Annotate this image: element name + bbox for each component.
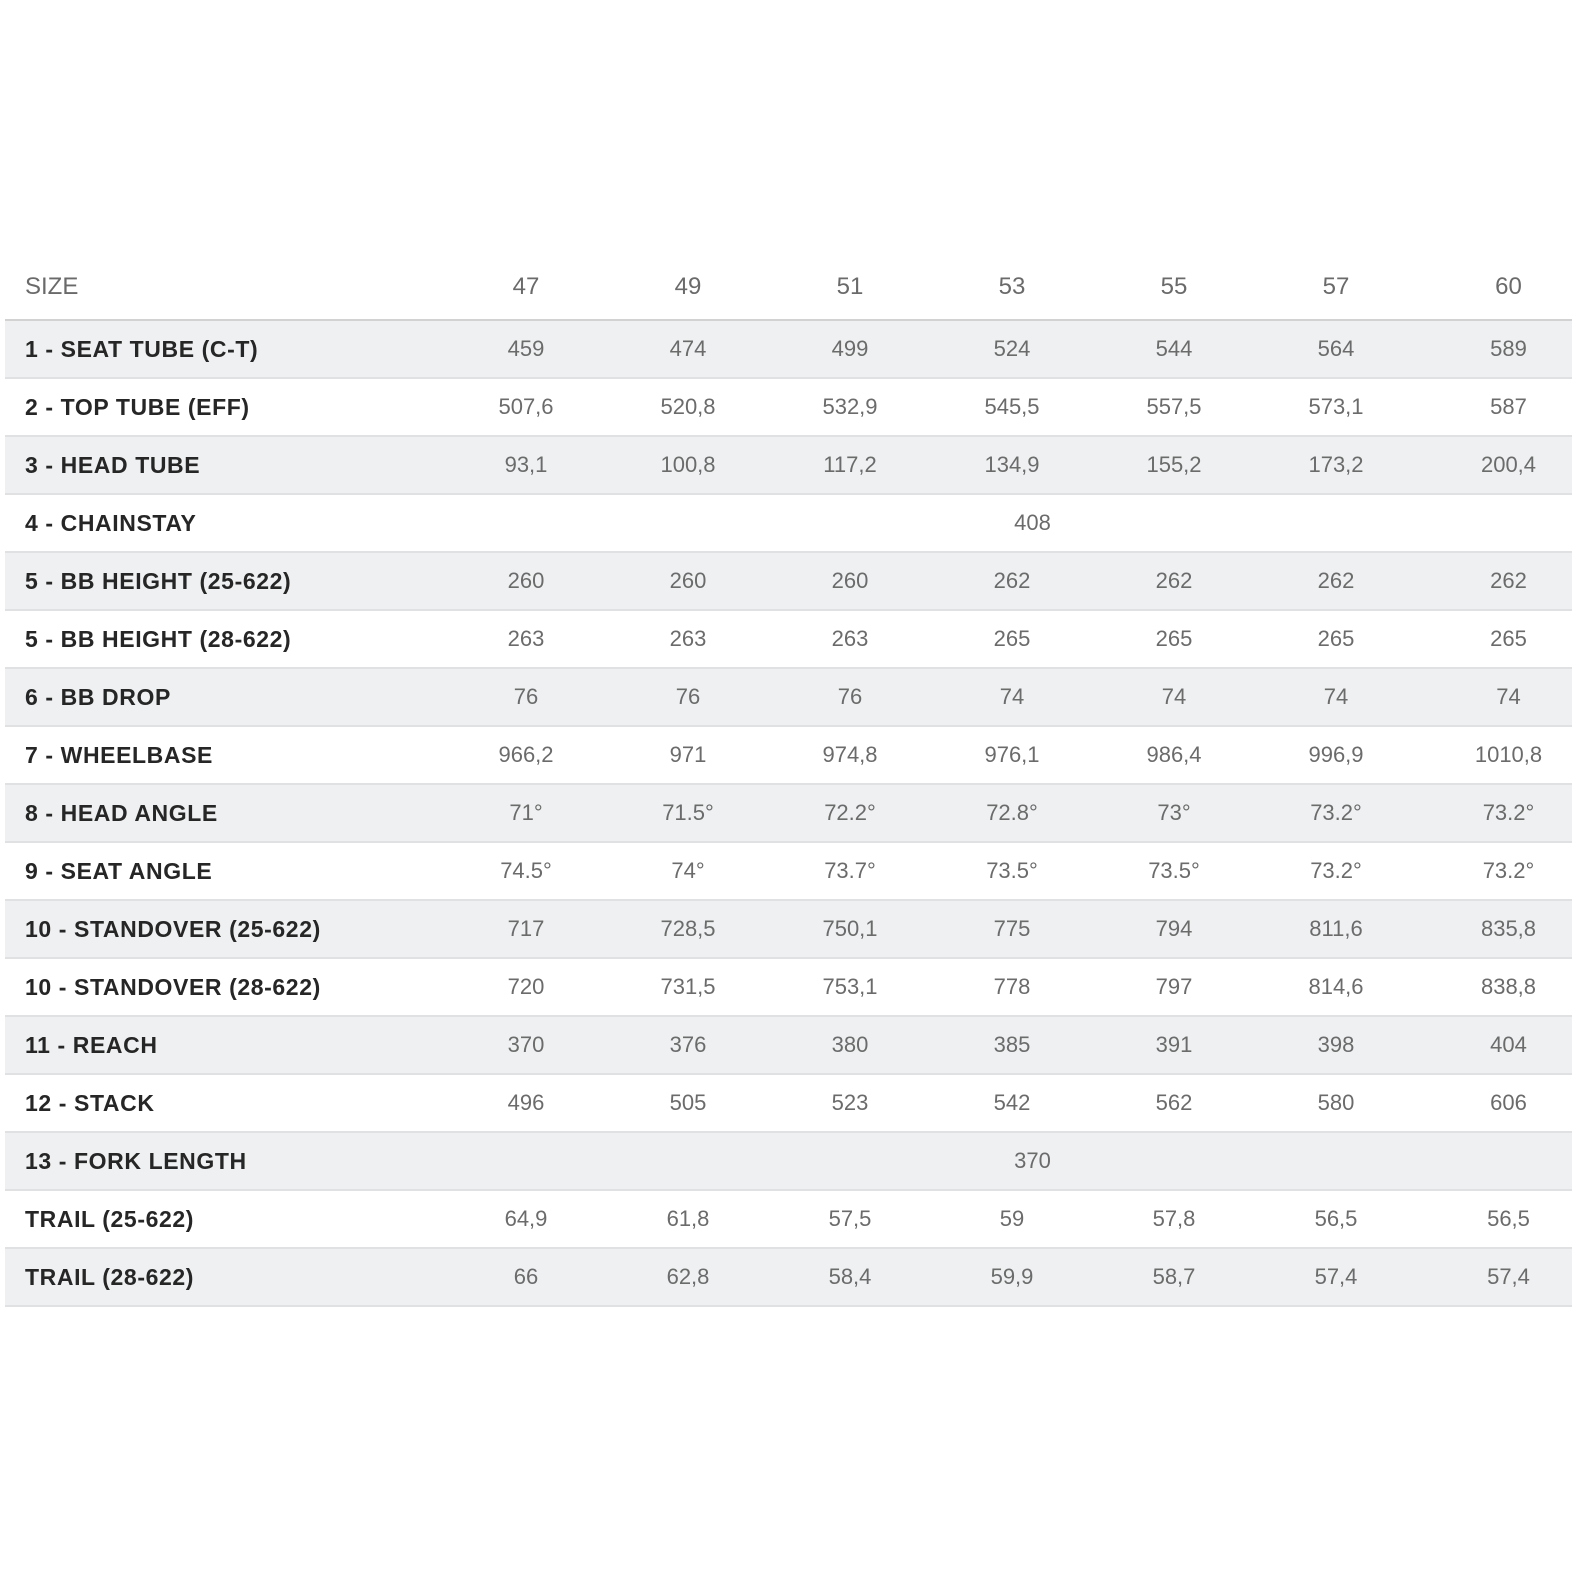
table-row bbox=[5, 320, 1572, 378]
table-cell: 73.2° bbox=[1255, 842, 1417, 900]
table-cell: 499 bbox=[769, 320, 931, 378]
header-size-label: SIZE bbox=[5, 254, 445, 320]
table-cell: 57,8 bbox=[1093, 1190, 1255, 1248]
table-cell: 811,6 bbox=[1255, 900, 1417, 958]
table-cell: 966,2 bbox=[445, 726, 607, 784]
table-cell: 753,1 bbox=[769, 958, 931, 1016]
table-cell: 265 bbox=[931, 610, 1093, 668]
table-row bbox=[5, 726, 1572, 784]
table-cell: 262 bbox=[1255, 552, 1417, 610]
table-cell: 76 bbox=[769, 668, 931, 726]
table-cell: 835,8 bbox=[1417, 900, 1572, 958]
table-cell: 74 bbox=[1255, 668, 1417, 726]
table-cell: 71° bbox=[445, 784, 607, 842]
table-cell: 173,2 bbox=[1255, 436, 1417, 494]
table-cell: 74 bbox=[1093, 668, 1255, 726]
table-cell: 57,4 bbox=[1417, 1248, 1572, 1306]
table-cell: 496 bbox=[445, 1074, 607, 1132]
table-cell: 370 bbox=[445, 1016, 607, 1074]
row-label: 3 - HEAD TUBE bbox=[5, 436, 445, 494]
row-label: TRAIL (28-622) bbox=[5, 1248, 445, 1306]
row-label: 1 - SEAT TUBE (C-T) bbox=[5, 320, 445, 378]
table-cell: 57,4 bbox=[1255, 1248, 1417, 1306]
table-cell: 717 bbox=[445, 900, 607, 958]
geometry-table bbox=[5, 254, 1572, 1307]
table-cell: 74° bbox=[607, 842, 769, 900]
table-cell: 74.5° bbox=[445, 842, 607, 900]
table-cell: 57,5 bbox=[769, 1190, 931, 1248]
table-cell: 263 bbox=[769, 610, 931, 668]
row-label: 5 - BB HEIGHT (25-622) bbox=[5, 552, 445, 610]
table-cell: 524 bbox=[931, 320, 1093, 378]
table-cell: 76 bbox=[445, 668, 607, 726]
table-cell: 73° bbox=[1093, 784, 1255, 842]
table-cell: 74 bbox=[1417, 668, 1572, 726]
table-cell: 996,9 bbox=[1255, 726, 1417, 784]
table-cell: 73.2° bbox=[1417, 842, 1572, 900]
table-cell: 562 bbox=[1093, 1074, 1255, 1132]
table-cell: 265 bbox=[1255, 610, 1417, 668]
table-cell: 580 bbox=[1255, 1074, 1417, 1132]
table-cell: 838,8 bbox=[1417, 958, 1572, 1016]
table-cell: 56,5 bbox=[1255, 1190, 1417, 1248]
table-cell: 398 bbox=[1255, 1016, 1417, 1074]
table-cell: 265 bbox=[1093, 610, 1255, 668]
table-row bbox=[5, 436, 1572, 494]
table-cell: 391 bbox=[1093, 1016, 1255, 1074]
table-cell: 73.2° bbox=[1417, 784, 1572, 842]
table-cell: 260 bbox=[445, 552, 607, 610]
table-cell: 74 bbox=[931, 668, 1093, 726]
table-cell: 263 bbox=[445, 610, 607, 668]
table-cell: 76 bbox=[607, 668, 769, 726]
row-label: 6 - BB DROP bbox=[5, 668, 445, 726]
table-row bbox=[5, 1248, 1572, 1306]
table-cell: 976,1 bbox=[931, 726, 1093, 784]
table-cell: 564 bbox=[1255, 320, 1417, 378]
table-cell: 507,6 bbox=[445, 378, 607, 436]
table-cell: 532,9 bbox=[769, 378, 931, 436]
table-cell: 263 bbox=[607, 610, 769, 668]
table-cell: 73.7° bbox=[769, 842, 931, 900]
table-cell: 260 bbox=[607, 552, 769, 610]
header-size-53: 53 bbox=[931, 254, 1093, 320]
table-row bbox=[5, 552, 1572, 610]
table-cell: 117,2 bbox=[769, 436, 931, 494]
table-cell: 573,1 bbox=[1255, 378, 1417, 436]
table-cell: 155,2 bbox=[1093, 436, 1255, 494]
table-cell: 200,4 bbox=[1417, 436, 1572, 494]
table-cell: 794 bbox=[1093, 900, 1255, 958]
row-label: 10 - STANDOVER (28-622) bbox=[5, 958, 445, 1016]
row-label: 4 - CHAINSTAY bbox=[5, 494, 445, 552]
row-label: 9 - SEAT ANGLE bbox=[5, 842, 445, 900]
table-cell: 72.2° bbox=[769, 784, 931, 842]
header-size-60: 60 bbox=[1417, 254, 1572, 320]
table-cell: 262 bbox=[1417, 552, 1572, 610]
table-row bbox=[5, 378, 1572, 436]
table-cell: 731,5 bbox=[607, 958, 769, 1016]
table-cell: 520,8 bbox=[607, 378, 769, 436]
table-cell: 73.2° bbox=[1255, 784, 1417, 842]
table-cell: 587 bbox=[1417, 378, 1572, 436]
row-label: 8 - HEAD ANGLE bbox=[5, 784, 445, 842]
row-label: 11 - REACH bbox=[5, 1016, 445, 1074]
table-row bbox=[5, 784, 1572, 842]
header-size-51: 51 bbox=[769, 254, 931, 320]
table-cell: 474 bbox=[607, 320, 769, 378]
table-cell: 974,8 bbox=[769, 726, 931, 784]
table-cell: 73.5° bbox=[931, 842, 1093, 900]
table-cell: 1010,8 bbox=[1417, 726, 1572, 784]
header-size-57: 57 bbox=[1255, 254, 1417, 320]
table-cell: 728,5 bbox=[607, 900, 769, 958]
row-label: 12 - STACK bbox=[5, 1074, 445, 1132]
table-cell: 58,4 bbox=[769, 1248, 931, 1306]
table-cell: 73.5° bbox=[1093, 842, 1255, 900]
table-cell: 66 bbox=[445, 1248, 607, 1306]
table-cell: 775 bbox=[931, 900, 1093, 958]
row-label: 7 - WHEELBASE bbox=[5, 726, 445, 784]
table-cell: 971 bbox=[607, 726, 769, 784]
table-row bbox=[5, 610, 1572, 668]
table-cell: 778 bbox=[931, 958, 1093, 1016]
table-cell: 61,8 bbox=[607, 1190, 769, 1248]
table-cell: 814,6 bbox=[1255, 958, 1417, 1016]
table-cell: 93,1 bbox=[445, 436, 607, 494]
row-label: TRAIL (25-622) bbox=[5, 1190, 445, 1248]
table-cell: 542 bbox=[931, 1074, 1093, 1132]
table-cell: 380 bbox=[769, 1016, 931, 1074]
table-row bbox=[5, 958, 1572, 1016]
table-cell: 459 bbox=[445, 320, 607, 378]
table-row bbox=[5, 1190, 1572, 1248]
row-span-value: 408 bbox=[445, 494, 1572, 552]
table-cell: 59,9 bbox=[931, 1248, 1093, 1306]
table-cell: 557,5 bbox=[1093, 378, 1255, 436]
table-cell: 545,5 bbox=[931, 378, 1093, 436]
table-cell: 59 bbox=[931, 1190, 1093, 1248]
table-row bbox=[5, 668, 1572, 726]
table-cell: 523 bbox=[769, 1074, 931, 1132]
table-cell: 262 bbox=[1093, 552, 1255, 610]
row-label: 2 - TOP TUBE (EFF) bbox=[5, 378, 445, 436]
table-cell: 589 bbox=[1417, 320, 1572, 378]
header-size-55: 55 bbox=[1093, 254, 1255, 320]
table-cell: 376 bbox=[607, 1016, 769, 1074]
row-label: 10 - STANDOVER (25-622) bbox=[5, 900, 445, 958]
table-body bbox=[5, 320, 1572, 1306]
table-cell: 262 bbox=[931, 552, 1093, 610]
table-cell: 544 bbox=[1093, 320, 1255, 378]
table-cell: 100,8 bbox=[607, 436, 769, 494]
header-size-47: 47 bbox=[445, 254, 607, 320]
table-cell: 58,7 bbox=[1093, 1248, 1255, 1306]
table-cell: 750,1 bbox=[769, 900, 931, 958]
table-cell: 56,5 bbox=[1417, 1190, 1572, 1248]
table-cell: 134,9 bbox=[931, 436, 1093, 494]
table-cell: 265 bbox=[1417, 610, 1572, 668]
row-label: 5 - BB HEIGHT (28-622) bbox=[5, 610, 445, 668]
table-cell: 71.5° bbox=[607, 784, 769, 842]
table-cell: 606 bbox=[1417, 1074, 1572, 1132]
table-cell: 72.8° bbox=[931, 784, 1093, 842]
table-row bbox=[5, 1074, 1572, 1132]
row-label: 13 - FORK LENGTH bbox=[5, 1132, 445, 1190]
table-cell: 404 bbox=[1417, 1016, 1572, 1074]
row-span-value: 370 bbox=[445, 1132, 1572, 1190]
table-row bbox=[5, 1132, 1572, 1190]
table-cell: 260 bbox=[769, 552, 931, 610]
table-header-row bbox=[5, 254, 1572, 320]
table-cell: 64,9 bbox=[445, 1190, 607, 1248]
table-row bbox=[5, 1016, 1572, 1074]
table-cell: 62,8 bbox=[607, 1248, 769, 1306]
table-row bbox=[5, 900, 1572, 958]
table-cell: 385 bbox=[931, 1016, 1093, 1074]
table-row bbox=[5, 842, 1572, 900]
table-cell: 720 bbox=[445, 958, 607, 1016]
table-cell: 797 bbox=[1093, 958, 1255, 1016]
table-cell: 505 bbox=[607, 1074, 769, 1132]
table-cell: 986,4 bbox=[1093, 726, 1255, 784]
header-size-49: 49 bbox=[607, 254, 769, 320]
table-row bbox=[5, 494, 1572, 552]
